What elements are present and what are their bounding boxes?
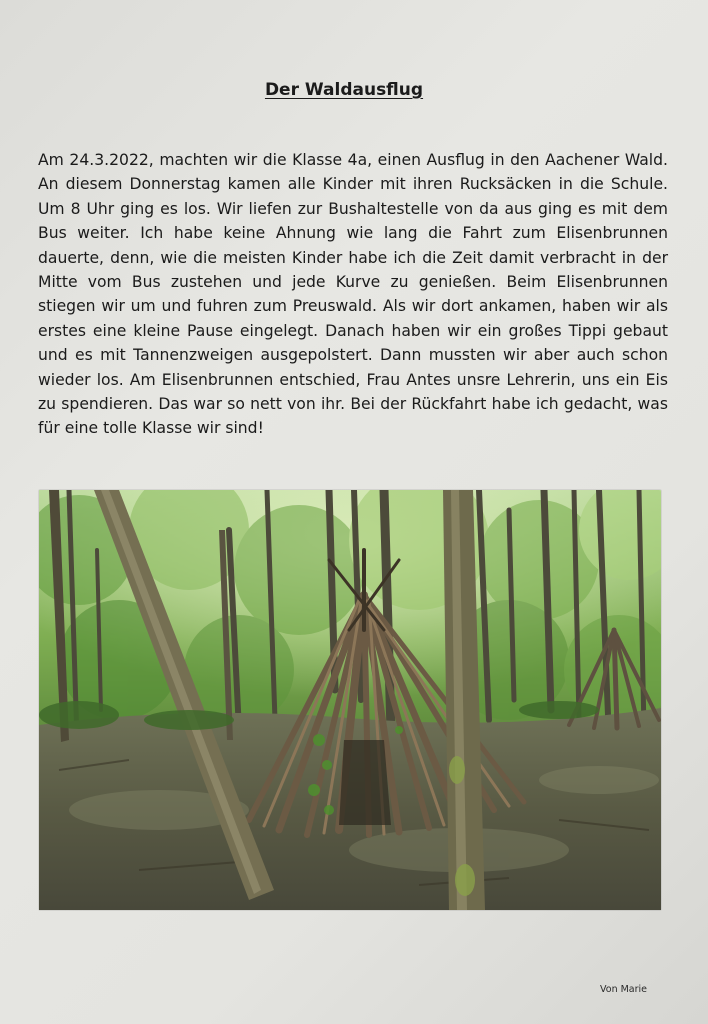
document-body-text: Am 24.3.2022, machten wir die Klasse 4a, einen Ausflug in den Aachener Wald. An diesem Donnerstag kamen alle Kinder mit ihren Rucksäcken in die Schule. Um 8 Uhr ging es los. Wir liefen zur Bushaltestelle von da aus ging es mit dem Bus weiter. Ich habe keine Ahnung wie lang die Fahrt zum Elisenbrunnen dauerte, denn, wie die meisten Kinder habe ich die Zeit damit verbracht in der Mitte vom Bus zustehen und jede Kurve zu genießen. Beim Elisenbrunnen stiegen wir um und fuhren zum Preuswald. Als wir dort ankamen, haben wir als erstes eine kleine Pause eingelegt. Danach haben wir ein großes Tippi gebaut und es mit Tannenzweigen ausgepolstert. Dann mussten wir aber auch schon wieder los. Am Elisenbrunnen entschied, Frau Antes unsre Lehrerin, uns ein Eis zu spendieren. Das war so nett von ihr. Bei der Rückfahrt habe ich gedacht, was für eine tolle Klasse wir sind! bbox=[38, 151, 668, 438]
document-title: Der Waldausflug bbox=[264, 80, 424, 100]
forest-tipi-photo bbox=[39, 490, 661, 910]
author-signature: Von Marie bbox=[600, 984, 648, 995]
